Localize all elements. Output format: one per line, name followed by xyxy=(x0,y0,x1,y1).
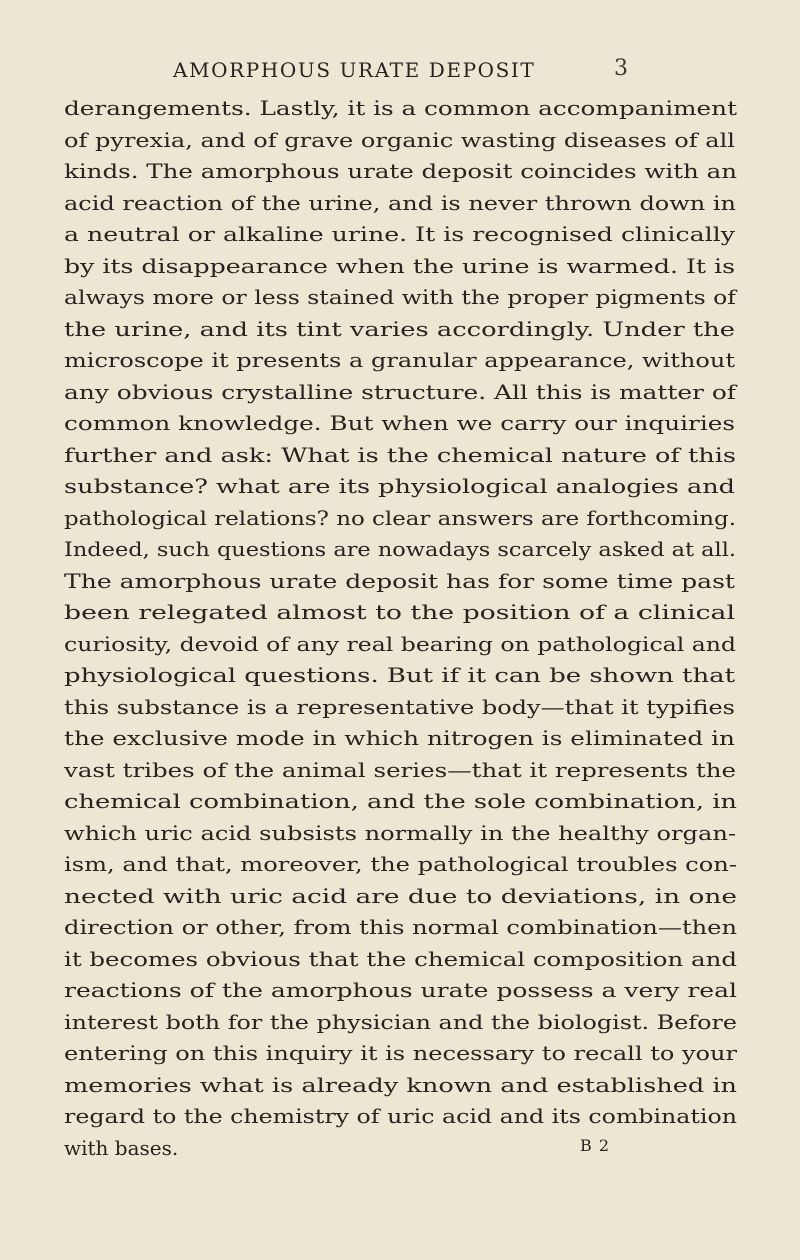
text-line: it becomes obvious that the chemical composition and xyxy=(64,946,737,971)
text-line: acid reaction of the urine, and is never thrown down in xyxy=(64,190,736,215)
text-line: been relegated almost to the position of a clinical xyxy=(64,600,735,624)
text-line: any obvious crystalline structure. All this is matter of xyxy=(64,379,736,404)
text-line: The amorphous urate deposit has for some time past xyxy=(64,568,735,593)
page-number: 3 xyxy=(614,56,628,81)
text-line: this substance is a representative body—that it typifies xyxy=(64,694,735,719)
running-head-title: AMORPHOUS URATE DEPOSIT xyxy=(173,58,536,82)
text-line: entering on this inquiry it is necessary to recall to your xyxy=(64,1041,738,1065)
text-line: vast tribes of the animal series—that it represents the xyxy=(64,757,736,782)
text-line: always more or less stained with the proper pigments of xyxy=(64,285,736,309)
signature-mark: B 2 xyxy=(580,1136,611,1155)
text-line: derangements. Lastly, it is a common accompaniment xyxy=(64,96,737,120)
text-line: by its disappearance when the urine is warmed. It is xyxy=(64,253,735,278)
text-line: with bases. xyxy=(64,1135,179,1160)
text-line: regard to the chemistry of uric acid and its combination xyxy=(64,1104,737,1128)
text-line: which uric acid subsists normally in the healthy organ- xyxy=(64,820,736,845)
text-line: pathological relations? no clear answers are forthcoming. xyxy=(64,505,736,530)
text-line: curiosity, devoid of any real bearing on pathological and xyxy=(64,631,736,656)
text-line: microscope it presents a granular appearance, without xyxy=(64,348,735,372)
text-line: substance? what are its physiological analogies and xyxy=(64,474,735,498)
text-line: nected with uric acid are due to deviations, in one xyxy=(64,883,737,908)
text-line: interest both for the physician and the biologist. Before xyxy=(64,1009,737,1034)
text-line: of pyrexia, and of grave organic wasting diseases of all xyxy=(64,127,735,152)
text-line: reactions of the amorphous urate possess a very real xyxy=(64,978,737,1002)
text-line: direction or other, from this normal combination—then xyxy=(64,915,737,939)
text-line: chemical combination, and the sole combination, in xyxy=(64,789,737,813)
text-line: ism, and that, moreover, the pathological troubles con- xyxy=(64,852,737,876)
text-line: the urine, and its tint varies accordingly. Under the xyxy=(64,316,735,341)
text-line: a neutral or alkaline urine. It is recognised clinically xyxy=(64,222,735,246)
text-line: kinds. The amorphous urate deposit coincides with an xyxy=(64,159,737,183)
text-line: further and ask: What is the chemical nature of this xyxy=(64,442,736,467)
text-line: memories what is already known and established in xyxy=(64,1072,737,1097)
text-line: physiological questions. But if it can be shown that xyxy=(64,663,735,687)
text-line: common knowledge. But when we carry our inquiries xyxy=(64,411,735,435)
text-line: the exclusive mode in which nitrogen is eliminated in xyxy=(64,726,735,750)
text-line: Indeed, such questions are nowadays scarcely asked at all. xyxy=(64,537,736,561)
